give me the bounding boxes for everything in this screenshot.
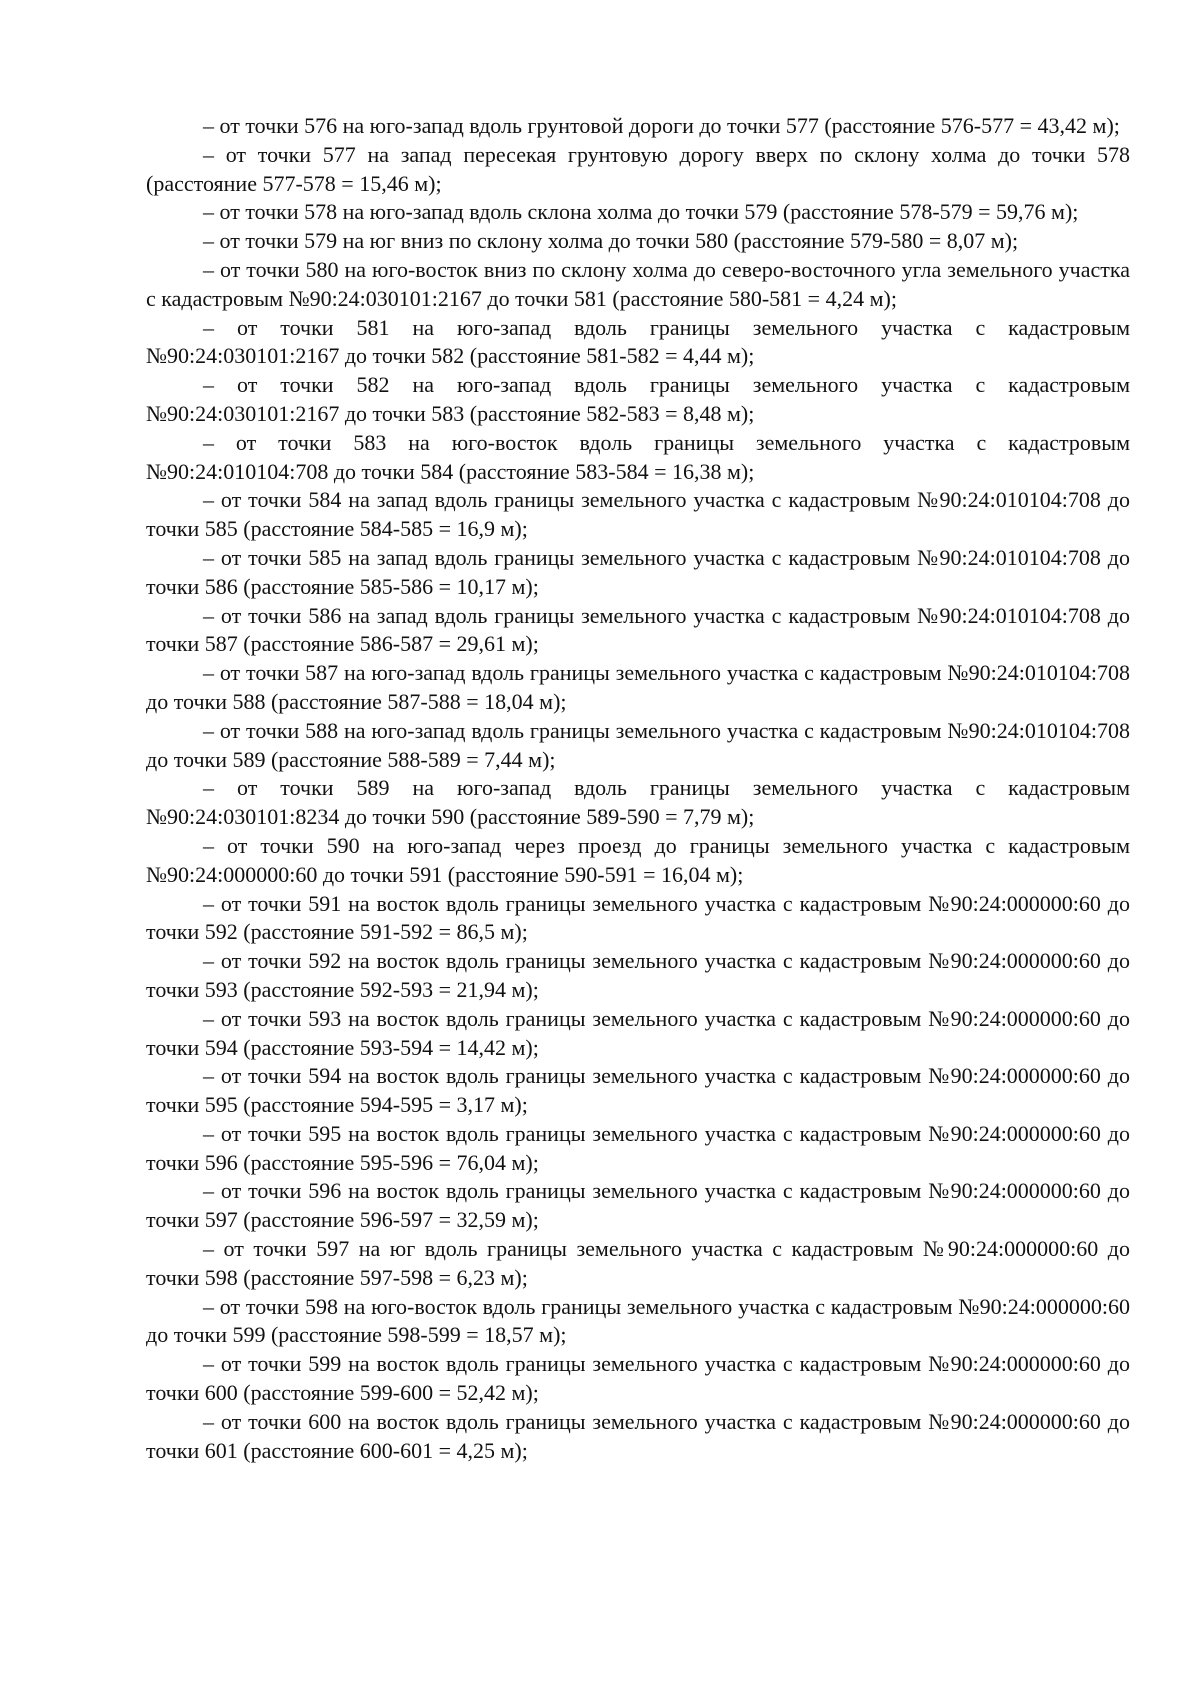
boundary-paragraph: – от точки 576 на юго-запад вдоль грунтовой дороги до точки 577 (расстояние 576-577 = 43,42 м); xyxy=(203,113,1120,138)
boundary-paragraph: – от точки 587 на юго-запад вдоль границы земельного участка с кадастровым №90:24:010104:708 до точки 588 (расстояние 587-588 = 18,04 м); xyxy=(146,660,1130,714)
document-page xyxy=(146,112,1130,1465)
boundary-paragraph: – от точки 594 на восток вдоль границы земельного участка с кадастровым №90:24:000000:60 до точки 595 (расстояние 594-595 = 3,17 м); xyxy=(146,1063,1130,1118)
boundary-paragraph: – от точки 598 на юго-восток вдоль границы земельного участка с кадастровым №90:24:000000:60 до точки 599 (расстояние 598-599 = 18,57 м); xyxy=(146,1293,1130,1348)
boundary-paragraph: – от точки 596 на восток вдоль границы земельного участка с кадастровым №90:24:000000:60 до точки 597 (расстояние 596-597 = 32,59 м); xyxy=(146,1178,1130,1233)
boundary-paragraph: – от точки 586 на запад вдоль границы земельного участка с кадастровым №90:24:010104:708 до точки 587 (расстояние 586-587 = 29,61 м); xyxy=(146,602,1130,657)
boundary-paragraph: – от точки 591 на восток вдоль границы земельного участка с кадастровым №90:24:000000:60 до точки 592 (расстояние 591-592 = 86,5 м); xyxy=(146,890,1130,945)
boundary-paragraph: – от точки 584 на запад вдоль границы земельного участка с кадастровым №90:24:010104:708 до точки 585 (расстояние 584-585 = 16,9 м); xyxy=(146,487,1130,542)
boundary-paragraph: – от точки 588 на юго-запад вдоль границы земельного участка с кадастровым №90:24:010104:708 до точки 589 (расстояние 588-589 = 7,44 м); xyxy=(146,717,1130,772)
boundary-paragraph: – от точки 581 на юго-запад вдоль границы земельного участка с кадастровым №90:24:030101:2167 до точки 582 (расстояние 581-582 = 4,44 м); xyxy=(146,314,1130,369)
boundary-paragraph: – от точки 577 на запад пересекая грунтовую дорогу вверх по склону холма до точки 578 (расстояние 577-578 = 15,46 м); xyxy=(146,141,1130,196)
boundary-paragraph: – от точки 590 на юго-запад через проезд до границы земельного участка с кадастровым №90:24:000000:60 до точки 591 (расстояние 590-591 = 16,04 м); xyxy=(146,832,1130,887)
boundary-paragraph: – от точки 589 на юго-запад вдоль границы земельного участка с кадастровым №90:24:030101:8234 до точки 590 (расстояние 589-590 = 7,79 м); xyxy=(146,775,1130,830)
boundary-paragraph: – от точки 595 на восток вдоль границы земельного участка с кадастровым №90:24:000000:60 до точки 596 (расстояние 595-596 = 76,04 м); xyxy=(146,1120,1130,1175)
boundary-paragraph: – от точки 582 на юго-запад вдоль границы земельного участка с кадастровым №90:24:030101:2167 до точки 583 (расстояние 582-583 = 8,48 м); xyxy=(146,372,1130,426)
boundary-paragraph: – от точки 599 на восток вдоль границы земельного участка с кадастровым №90:24:000000:60 до точки 600 (расстояние 599-600 = 52,42 м); xyxy=(146,1351,1130,1406)
boundary-paragraph: – от точки 597 на юг вдоль границы земельного участка с кадастровым №90:24:000000:60 до точки 598 (расстояние 597-598 = 6,23 м); xyxy=(146,1236,1130,1290)
boundary-paragraph: – от точки 579 на юг вниз по склону холма до точки 580 (расстояние 579-580 = 8,07 м); xyxy=(203,228,1019,254)
boundary-paragraph: – от точки 600 на восток вдоль границы земельного участка с кадастровым №90:24:000000:60 до точки 601 (расстояние 600-601 = 4,25 м); xyxy=(146,1408,1130,1463)
boundary-paragraph: – от точки 583 на юго-восток вдоль границы земельного участка с кадастровым №90:24:010104:708 до точки 584 (расстояние 583-584 = 16,38 м); xyxy=(146,429,1130,484)
boundary-paragraph: – от точки 592 на восток вдоль границы земельного участка с кадастровым №90:24:000000:60 до точки 593 (расстояние 592-593 = 21,94 м); xyxy=(146,948,1130,1002)
boundary-paragraph: – от точки 585 на запад вдоль границы земельного участка с кадастровым №90:24:010104:708 до точки 586 (расстояние 585-586 = 10,17 м); xyxy=(146,544,1130,599)
boundary-paragraph: – от точки 578 на юго-запад вдоль склона холма до точки 579 (расстояние 578-579 = 59,76 м); xyxy=(203,199,1079,225)
boundary-paragraph: – от точки 580 на юго-восток вниз по склону холма до северо-восточного угла земельного участка с кадастровым №90:24:030101:2167 до точки 581 (расстояние 580-581 = 4,24 м); xyxy=(146,256,1130,311)
boundary-paragraph: – от точки 593 на восток вдоль границы земельного участка с кадастровым №90:24:000000:60 до точки 594 (расстояние 593-594 = 14,42 м); xyxy=(146,1005,1130,1060)
